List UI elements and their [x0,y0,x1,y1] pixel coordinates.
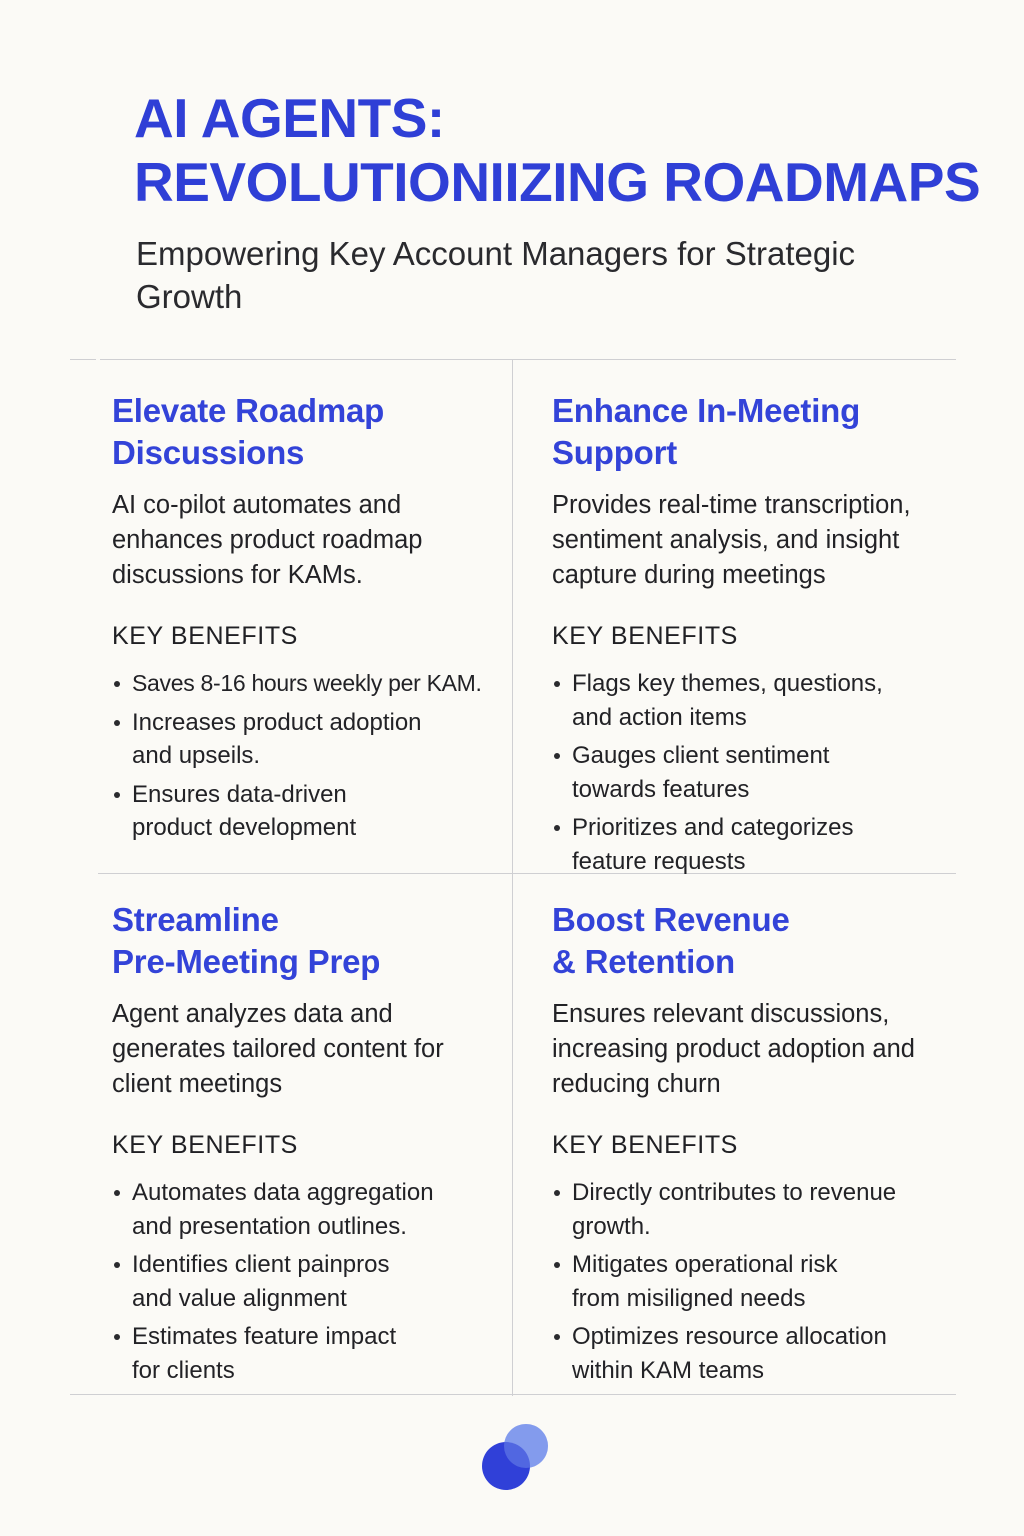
page-subtitle: Empowering Key Account Managers for Strategic Growth [136,235,856,315]
card-title [552,899,952,983]
benefit-text: Estimates feature impact [132,1323,397,1350]
card-title [552,390,952,474]
grid-divider-bottom [70,1394,956,1395]
benefit-text: Identifies client painpros [132,1251,390,1278]
benefit-text: Directly contributes to revenue [572,1179,897,1206]
card-title-line: Elevate Roadmap [112,392,385,429]
grid-divider-top [100,359,956,360]
card-elevate-roadmap [112,390,512,850]
benefit-text: Mitigates operational risk [572,1251,838,1278]
page-title-line-2: REVOLUTIONIIZING ROADMAPS [134,151,981,213]
grid-divider-top-tick [70,359,96,360]
card-title-line: Pre-Meeting Prep [112,943,381,980]
benefit-text: within KAM teams [572,1356,765,1384]
card-streamline-prep [112,899,512,1392]
benefit-item [552,1248,952,1315]
card-title [112,390,512,474]
benefit-text: from misiligned needs [572,1284,806,1312]
benefit-text: growth. [572,1212,651,1240]
benefit-list [552,667,952,878]
benefit-text: Ensures data-driven [132,780,347,808]
benefit-text: Increases product adoption [132,708,422,736]
benefit-item [552,811,952,878]
card-title-line: & Retention [552,943,735,980]
benefit-list [552,1176,952,1387]
benefit-item [112,706,512,773]
benefit-text: and upseils. [132,742,261,769]
benefit-text: product development [132,814,357,841]
overlapping-circles-logo-icon [480,1422,552,1494]
benefit-item [112,778,512,845]
benefit-text: Gauges client sentiment [572,742,830,769]
logo-circle-overlap [504,1424,548,1468]
card-boost-revenue [552,899,952,1392]
benefit-list [112,1176,512,1387]
grid-divider-vertical [512,360,513,1396]
card-title [112,899,512,983]
card-title-line: Support [552,434,678,471]
key-benefits-heading: KEY BENEFITS [552,1131,738,1159]
benefit-item [552,667,952,734]
benefit-text: and action items [572,703,747,731]
card-description: Provides real-time transcription, sentiment analysis, and insight capture during meetings [552,491,911,589]
card-description: Agent analyzes data and generates tailored content for client meetings [112,1000,444,1098]
benefit-text: feature requests [572,847,746,875]
benefit-item [112,667,512,701]
benefit-text: Automates data aggregation [132,1179,434,1206]
page-title [134,86,994,214]
page-title-line-1: AI AGENTS: [134,87,445,149]
card-title-line: Enhance In-Meeting [552,392,861,429]
benefit-text: and presentation outlines. [132,1212,407,1240]
card-title-line: Streamline [112,901,279,938]
benefit-text: Optimizes resource allocation [572,1323,887,1350]
card-title-line: Discussions [112,434,305,471]
key-benefits-heading: KEY BENEFITS [112,1131,298,1159]
card-description: AI co-pilot automates and enhances product roadmap discussions for KAMs. [112,491,423,589]
benefit-text: Prioritizes and categorizes [572,814,854,841]
benefit-item [112,1320,512,1387]
key-benefits-heading: KEY BENEFITS [112,622,298,650]
benefit-item [552,739,952,806]
benefit-item [552,1320,952,1387]
card-description: Ensures relevant discussions, increasing product adoption and reducing churn [552,1000,915,1098]
benefit-text: Flags key themes, questions, [572,670,883,697]
benefit-item [112,1176,512,1243]
benefit-text: towards features [572,775,750,803]
card-title-line: Boost Revenue [552,901,790,938]
benefit-item [552,1176,952,1243]
card-enhance-in-meeting [552,390,952,883]
benefit-text: and value alignment [132,1284,347,1312]
benefit-text: Saves 8-16 hours weekly per KAM. [132,670,482,696]
benefit-text: for clients [132,1356,235,1384]
benefit-item [112,1248,512,1315]
key-benefits-heading: KEY BENEFITS [552,622,738,650]
benefit-list [112,667,512,845]
